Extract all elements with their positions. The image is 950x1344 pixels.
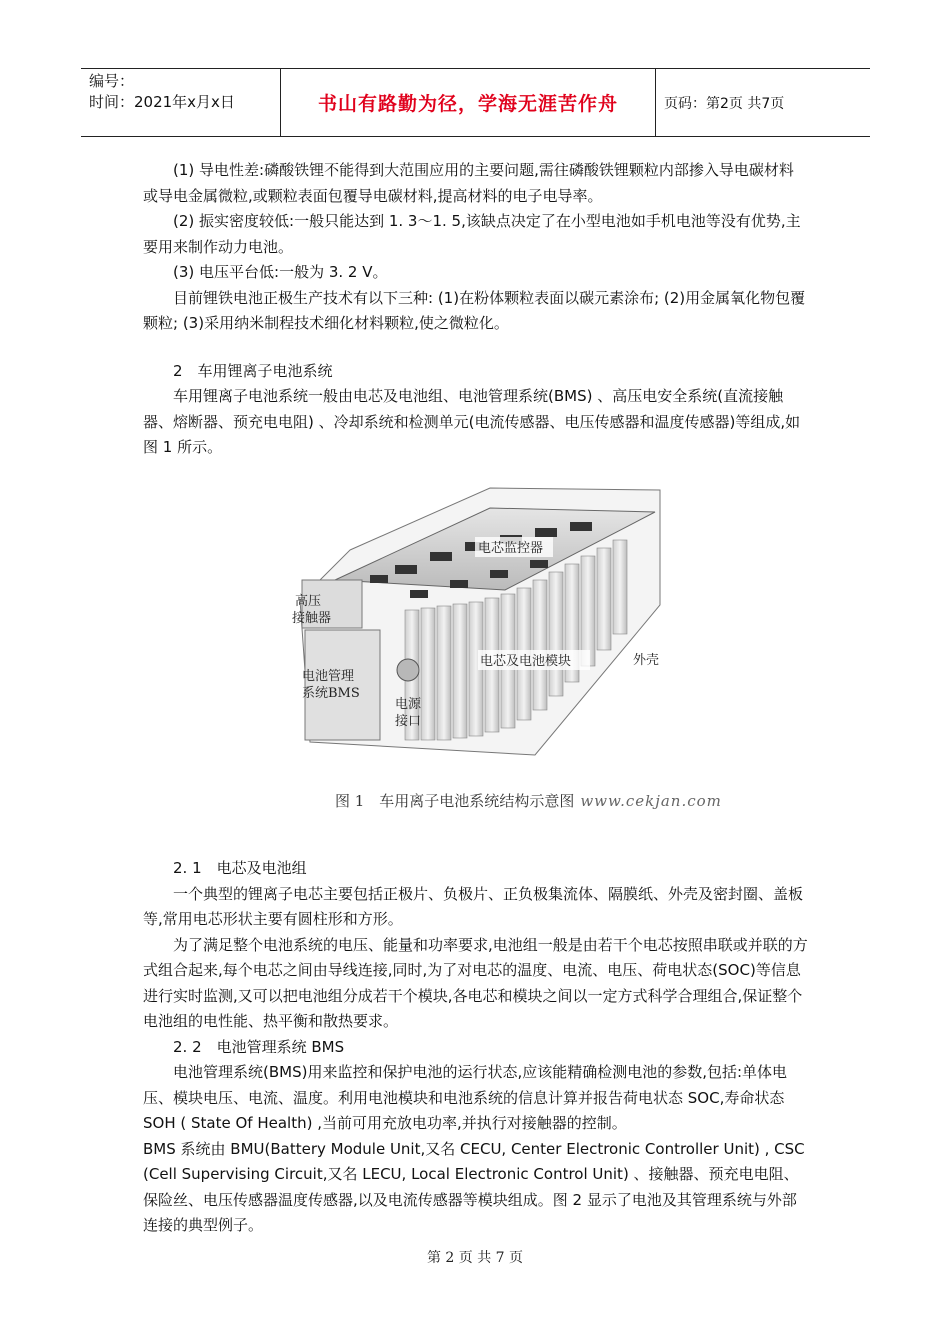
label-hv-2: 接触器	[292, 611, 332, 626]
section-heading: 2. 2 电池管理系统 BMS	[173, 1037, 345, 1056]
paragraph: BMS 系统由 BMU(Battery Module Unit,又名 CECU, Center Electronic Controller Unit) , CSC (Cell Supervising Circuit,又名 LECU, Local Electronic Control Unit) 、接触器、预充电电阻、保险丝、电压传感器温度传感器,以及电流传感器等模块组成。图 2 显示了电池及其管理系统与外部连接的典型例子。	[143, 1139, 805, 1234]
document-header	[81, 68, 870, 137]
label-hv-1: 高压	[295, 594, 322, 609]
section-heading: 2. 1 电芯及电池组	[173, 859, 307, 877]
paragraph: 车用锂离子电池系统一般由电芯及电池组、电池管理系统(BMS) 、高压电安全系统(直流接触器、熔断器、预充电电阻) 、冷却系统和检测单元(电流传感器、电压传感器和温度传感器)等组成,如图 1 所示。	[143, 387, 801, 456]
header-motto-cell	[281, 69, 656, 136]
paragraph: (1) 导电性差:磷酸铁锂不能得到大范围应用的主要问题,需往磷酸铁锂颗粒内部掺入导电碳材料或导电金属微粒,或颗粒表面包覆导电碳材料,提高材料的电子电导率。	[143, 161, 794, 205]
label-monitor: 电芯监控器	[478, 541, 544, 556]
body-text-upper	[143, 158, 808, 461]
header-motto: 书山有路勤为径，学海无涯苦作舟	[317, 93, 618, 115]
label-bms-1: 电池管理	[302, 669, 355, 684]
figure-caption	[335, 790, 722, 811]
paragraph: 一个典型的锂离子电芯主要包括正极片、负极片、正负极集流体、隔膜纸、外壳及密封圈、盖板等,常用电芯形状主要有圆柱形和方形。	[143, 884, 804, 928]
number-label: 编号：	[89, 72, 135, 90]
paragraph: 为了满足整个电池系统的电压、能量和功率要求,电池组一般是由若干个电芯按照串联或并联的方式组合起来,每个电芯之间由导线连接,同时,为了对电芯的温度、电流、电压、荷电状态(SOC)等信息进行实时监测,又可以把电池组分成若干个模块,各电芯和模块之间以一定方式科学合理组合,保证整个电池组的电性能、热平衡和散热要求。	[143, 935, 808, 1030]
paragraph: (2) 振实密度较低:一般只能达到 1. 3～1. 5,该缺点决定了在小型电池如手机电池等没有优势,主要用来制作动力电池。	[143, 212, 801, 256]
time-label: 时间：2021年x月x日	[89, 93, 235, 111]
label-bms-2: 系统BMS	[302, 686, 360, 701]
label-module: 电芯及电池模块	[480, 654, 572, 669]
label-port-1: 电源	[395, 697, 422, 712]
label-shell: 外壳	[633, 653, 660, 668]
caption-text: 图 1 车用离子电池系统结构示意图	[335, 792, 575, 810]
body-text-lower	[143, 856, 808, 1239]
header-meta	[81, 69, 281, 136]
paragraph: 电池管理系统(BMS)用来监控和保护电池的运行状态,应该能精确检测电池的参数,包括:单体电压、模块电压、电流、温度。利用电池模块和电池系统的信息计算并报告荷电状态 SOC,寿命状态 SOH ( State Of Health) ,当前可用充放电功率,并执行对接触器的控制。	[143, 1063, 788, 1132]
battery-system-figure	[290, 480, 675, 780]
bms-box	[305, 630, 380, 740]
power-port-icon	[397, 659, 419, 681]
paragraph: (3) 电压平台低:一般为 3. 2 V。	[173, 263, 388, 281]
page-footer: 第 2 页 共 7 页	[426, 1250, 524, 1266]
spacer	[143, 337, 808, 359]
header-page-info: 页码：第2页 共7页	[664, 95, 785, 112]
section-heading: 2 车用锂离子电池系统	[173, 361, 333, 380]
label-port-2: 接口	[395, 714, 422, 729]
watermark: www.cekjan.com	[580, 792, 722, 810]
paragraph: 目前锂铁电池正极生产技术有以下三种: (1)在粉体颗粒表面以碳元素涂布; (2)用金属氧化物包覆颗粒; (3)采用纳米制程技术细化材料颗粒,使之微粒化。	[143, 288, 806, 332]
